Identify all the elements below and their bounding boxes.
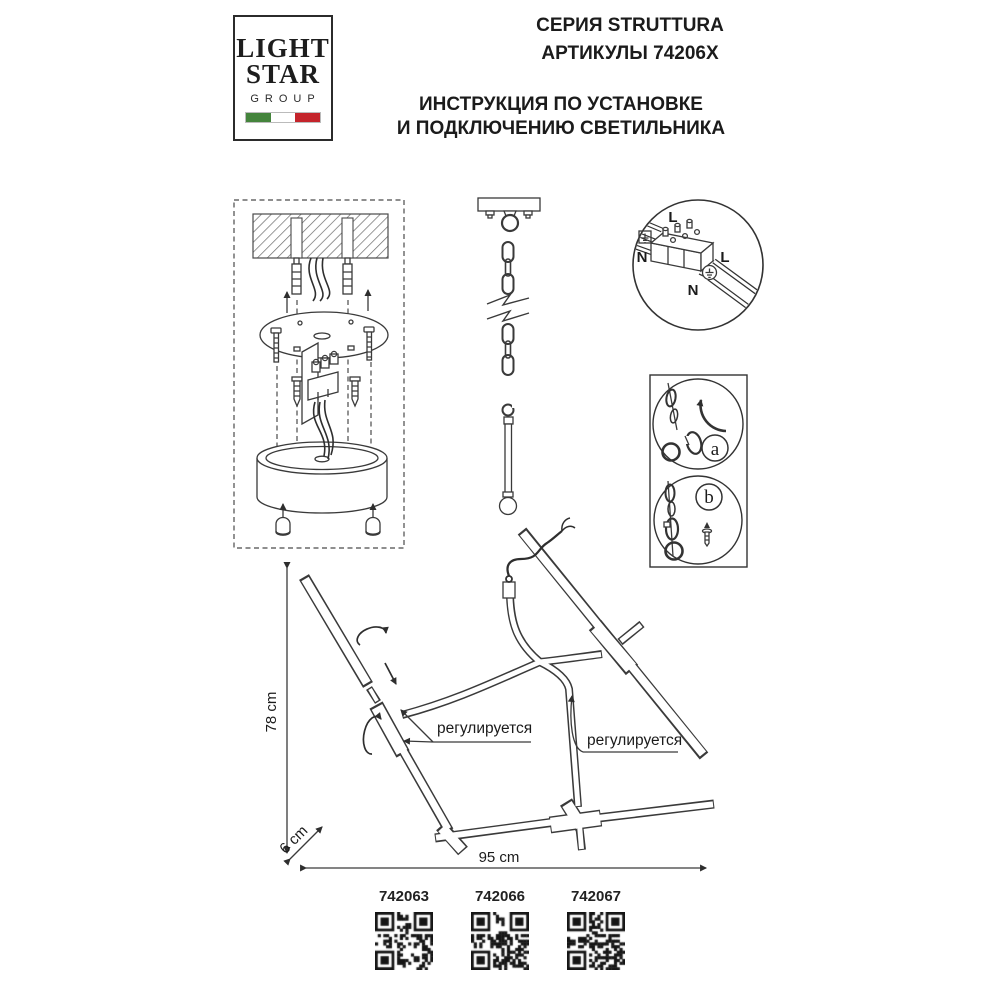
article-item (375, 888, 433, 970)
logo-word-group: GROUP (250, 93, 321, 105)
ceiling-wires (309, 258, 330, 301)
detail-circle-a (653, 379, 743, 469)
instruction-line-1: ИНСТРУКЦИЯ ПО УСТАНОВКЕ (419, 94, 703, 115)
dim-height-label: 78 cm (263, 691, 280, 733)
ceiling-mount-diagram (234, 200, 404, 548)
article-number: 742063 (378, 888, 430, 905)
canopy (257, 442, 387, 513)
label-neutral-right: N (687, 282, 699, 299)
qr-code (471, 912, 529, 970)
article-item (471, 888, 529, 970)
dim-width-label: 95 cm (478, 849, 520, 866)
detail-circle-b (654, 476, 742, 564)
step-a-label: a (710, 439, 720, 460)
step-b-label: b (704, 487, 714, 508)
hanging-rod (500, 403, 518, 515)
ceiling-bracket (478, 198, 540, 231)
ceiling-slab (253, 214, 388, 258)
logo-word-star: STAR (245, 59, 321, 89)
dimension-height (263, 568, 287, 853)
rotation-arrow-icon (357, 627, 386, 645)
series-title: СЕРИЯ STRUTTURA (536, 15, 724, 36)
adjustable-annotation-left (401, 710, 532, 742)
logo-word-light: LIGHT (236, 33, 330, 63)
canopy-screw-left (292, 377, 302, 406)
article-number: 742066 (474, 888, 526, 905)
article-number: 742067 (570, 888, 622, 905)
earth-icon-circled (703, 266, 717, 280)
dim-depth-label: 6 cm (276, 822, 312, 858)
canopy-screw-right (350, 377, 360, 406)
articles-title: АРТИКУЛЫ 74206X (541, 43, 719, 64)
label-live-right: L (720, 249, 730, 266)
adjustable-label-1: регулируется (437, 720, 533, 737)
dimension-depth (276, 822, 322, 859)
wiring-detail-circle (629, 200, 766, 330)
fixture-structure-diagram (263, 518, 714, 868)
label-neutral-left: N (636, 249, 648, 266)
instruction-line-2: И ПОДКЛЮЧЕНИЮ СВЕТИЛЬНИКА (396, 118, 726, 139)
insert-direction-arrow (385, 663, 396, 684)
chain-adjustment-detail (650, 375, 747, 567)
wall-anchor-right (343, 258, 352, 294)
wall-anchor-left (292, 258, 301, 294)
chain (487, 242, 529, 375)
dimension-width (306, 849, 706, 868)
suspension-chain-diagram (478, 198, 540, 515)
label-live-top: L (668, 209, 678, 226)
qr-code (375, 912, 433, 970)
adjustable-label-2: регулируется (587, 732, 683, 749)
article-item (567, 888, 625, 970)
qr-code (567, 912, 625, 970)
